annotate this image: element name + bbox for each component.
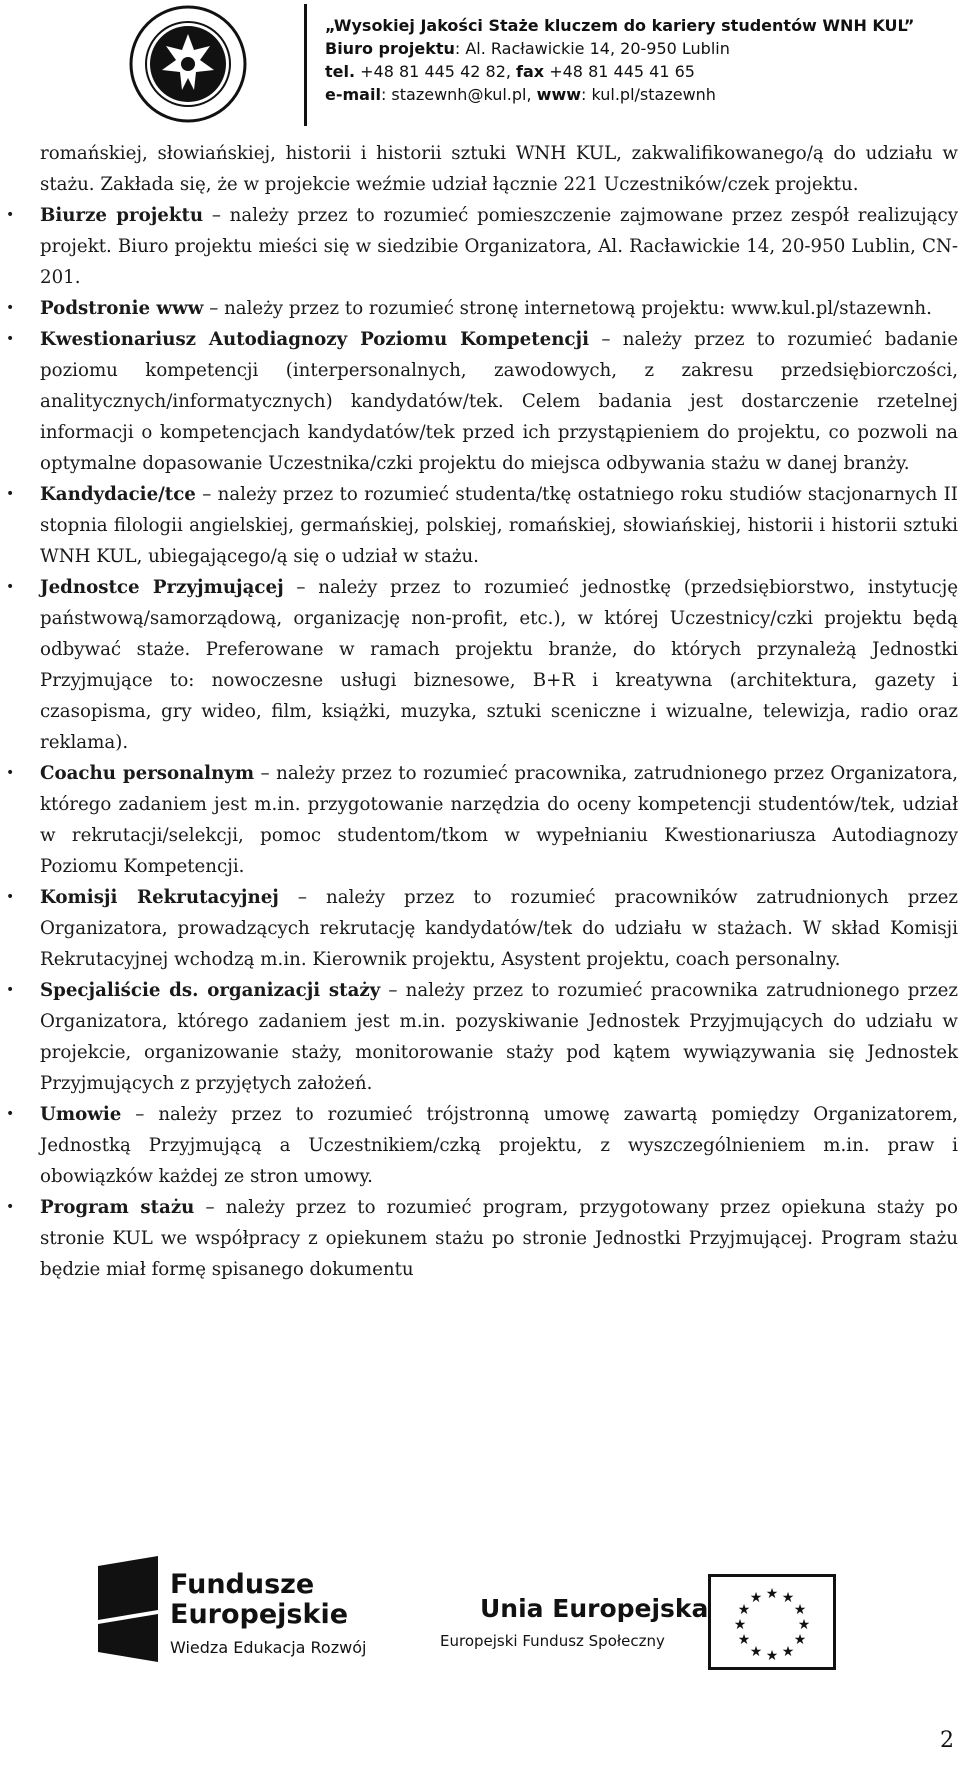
svg-text:★: ★ (749, 1590, 763, 1606)
document-header (0, 0, 960, 130)
project-contact-block (325, 14, 955, 106)
svg-text:★: ★ (781, 1590, 795, 1606)
svg-text:★: ★ (781, 1644, 795, 1660)
page-number: 2 (940, 1728, 954, 1753)
svg-text:★: ★ (749, 1644, 763, 1660)
svg-text:★: ★ (793, 1602, 807, 1618)
list-item: • Kwestionariusz Autodiagnozy Poziomu Kompetencji – należy przez to rozumieć badanie poziomu kompetencji (interpersonalnych, zawodowych, z zakresu przedsiębiorczości, analitycznych/informatycznych) kandydatów/tek. Celem badania jest dostarczenie rzetelnej informacji o kompetencjach kandydatów/tek przed ich przystąpieniem do projektu, co pozwoli na optymalne dopasowanie Uczestnika/czki projektu do miejsca odbywania stażu w danej branży. (40, 324, 958, 479)
list-item: • Program stażu – należy przez to rozumieć program, przygotowany przez opiekuna staży po stronie KUL we współpracy z opiekunem stażu po stronie Jednostki Przyjmującej. Program stażu będzie miał formę spisanego dokumentu (40, 1192, 958, 1285)
list-item: • Specjaliście ds. organizacji staży – należy przez to rozumieć pracownika zatrudnionego przez Organizatora, którego zadaniem jest m.in. pozyskiwanie Jednostek Przyjmujących do udziału w projekcie, organizowanie staży, monitorowanie staży pod kątem wywiązywania się Jednostek Przyjmujących z przyjętych założeń. (40, 975, 958, 1099)
list-item: • Biurze projektu – należy przez to rozumieć pomieszczenie zajmowane przez zespół realizujący projekt. Biuro projektu mieści się w siedzibie Organizatora, Al. Racławickie 14, 20-950 Lublin, CN-201. (40, 200, 958, 293)
fe-line1: Fundusze (170, 1569, 315, 1600)
bullet-icon: • (6, 486, 15, 502)
bullet-icon: • (6, 331, 15, 347)
bullet-icon: • (6, 207, 15, 223)
list-item: • Kandydacie/tce – należy przez to rozumieć studenta/tkę ostatniego roku studiów stacjonarnych II stopnia filologii angielskiej, germańskiej, polskiej, romańskiej, słowiańskiej, historii i historii sztuki WNH KUL, ubiegającego/ą się o udział w stażu. (40, 479, 958, 572)
phone-fax: tel. +48 81 445 42 82, fax +48 81 445 41 65 (325, 62, 695, 81)
university-seal-icon (128, 4, 248, 124)
bullet-icon: • (6, 1199, 15, 1215)
bullet-icon: • (6, 1106, 15, 1122)
svg-text:★: ★ (797, 1617, 811, 1633)
bullet-icon: • (6, 765, 15, 781)
fe-mark-icon (96, 1556, 160, 1666)
bullet-icon: • (6, 889, 15, 905)
header-divider (304, 4, 307, 126)
list-item: • Podstronie www – należy przez to rozumieć stronę internetową projektu: www.kul.pl/stazewnh. (40, 293, 958, 324)
bullet-icon: • (6, 579, 15, 595)
svg-text:★: ★ (765, 1586, 779, 1602)
svg-text:★: ★ (733, 1617, 747, 1633)
ue-line1: Unia Europejska (480, 1594, 709, 1623)
email-www: e-mail: stazewnh@kul.pl, www: kul.pl/stazewnh (325, 85, 716, 104)
svg-text:★: ★ (765, 1648, 779, 1664)
intro-paragraph: romańskiej, słowiańskiej, historii i historii sztuki WNH KUL, zakwalifikowanego/ą do udziału w stażu. Zakłada się, że w projekcie weźmie udział łącznie 221 Uczestników/czek projektu. (40, 143, 958, 195)
project-title: „Wysokiej Jakości Staże kluczem do kariery studentów WNH KUL” (325, 16, 915, 35)
definitions-list (6, 200, 959, 1285)
eu-flag-icon (708, 1574, 836, 1670)
ue-line2: Europejski Fundusz Społeczny (440, 1632, 665, 1650)
fundusze-europejskie-logo (96, 1554, 396, 1664)
fe-line3: Wiedza Edukacja Rozwój (170, 1638, 367, 1657)
document-footer (0, 1546, 960, 1772)
document-body (6, 138, 959, 1285)
unia-europejska-logo (440, 1574, 920, 1684)
fe-line2: Europejskie (170, 1599, 349, 1630)
list-item: • Umowie – należy przez to rozumieć trójstronną umowę zawartą pomiędzy Organizatorem, Jednostką Przyjmującą a Uczestnikiem/czką projektu, z wyszczególnieniem m.in. praw i obowiązków każdej ze stron umowy. (40, 1099, 958, 1192)
svg-text:★: ★ (737, 1602, 751, 1618)
svg-text:★: ★ (737, 1632, 751, 1648)
svg-text:★: ★ (793, 1632, 807, 1648)
list-item: • Coachu personalnym – należy przez to rozumieć pracownika, zatrudnionego przez Organizatora, którego zadaniem jest m.in. przygotowanie narzędzia do oceny kompetencji studentów/tek, udział w rekrutacji/selekcji, pomoc studentom/tkom w wypełnianiu Kwestionariusza Autodiagnozy Poziomu Kompetencji. (40, 758, 958, 882)
list-item: • Jednostce Przyjmującej – należy przez to rozumieć jednostkę (przedsiębiorstwo, instytucję państwową/samorządową, organizację non-profit, etc.), w której Uczestnicy/czki projektu będą odbywać staże. Preferowane w ramach projektu branże, do których przynależą Jednostki Przyjmujące to: nowoczesne usługi biznesowe, B+R i kreatywna (architektura, gazety i czasopisma, gry wideo, film, książki, muzyka, sztuki sceniczne i wizualne, telewizja, radio oraz reklama). (40, 572, 958, 758)
bullet-icon: • (6, 300, 15, 316)
list-item: • Komisji Rekrutacyjnej – należy przez to rozumieć pracowników zatrudnionych przez Organizatora, prowadzących rekrutację kandydatów/tek do udziału w stażach. W skład Komisji Rekrutacyjnej wchodzą m.in. Kierownik projektu, Asystent projektu, coach personalny. (40, 882, 958, 975)
bullet-icon: • (6, 982, 15, 998)
office-address: Biuro projektu: Al. Racławickie 14, 20-950 Lublin (325, 39, 730, 58)
